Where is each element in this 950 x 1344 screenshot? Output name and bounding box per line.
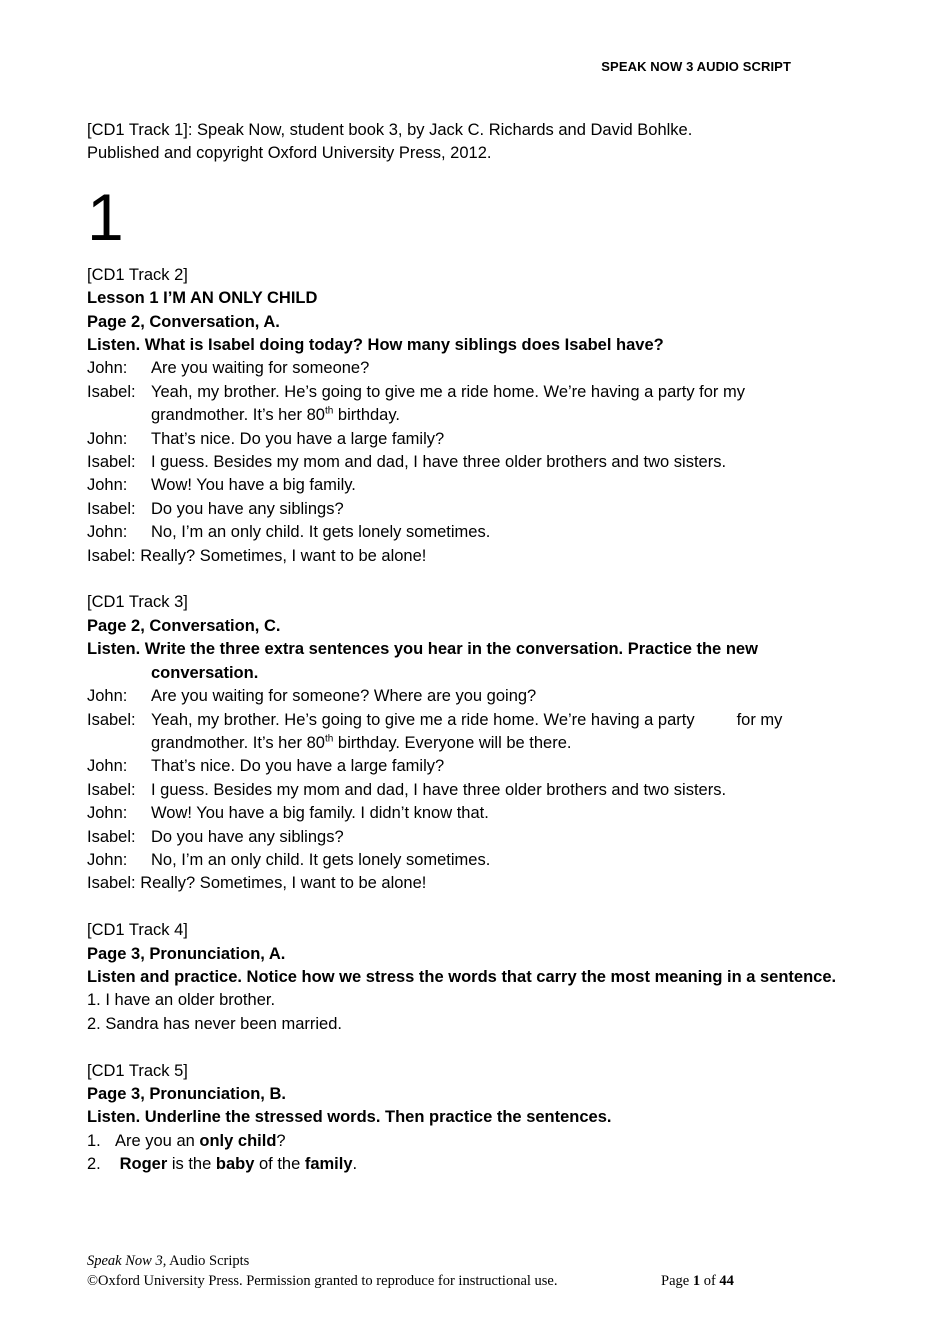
- dialogue-line: [87, 474, 847, 497]
- page-reference: Page 2, Conversation, A.: [87, 312, 280, 331]
- dialogue-text: Yeah, my brother. He’s going to give me a ride home. We’re having a party for my: [151, 710, 783, 729]
- track-label: [CD1 Track 3]: [87, 593, 188, 612]
- speaker: John:: [87, 476, 128, 495]
- speaker: Isabel:: [87, 827, 136, 846]
- instruction: Listen. Underline the stressed words. Then practice the sentences.: [87, 1108, 612, 1127]
- speaker: John:: [87, 429, 128, 448]
- dialogue-line: [87, 381, 847, 404]
- track-4-section: [87, 919, 847, 1036]
- dialogue-text: grandmother. It’s her 80th birthday. Everyone will be there.: [151, 733, 572, 752]
- footer-copyright: ©Oxford University Press. Permission granted to reproduce for instructional use.: [87, 1273, 558, 1289]
- dialogue-line: [87, 732, 847, 755]
- track-3-section: [87, 591, 847, 895]
- speaker: Isabel:: [87, 453, 136, 472]
- speaker: John:: [87, 359, 128, 378]
- dialogue-text: Wow! You have a big family.: [151, 476, 356, 495]
- dialogue-line: [87, 826, 847, 849]
- dialogue-line: [87, 849, 847, 872]
- dialogue-text: No, I’m an only child. It gets lonely sometimes.: [151, 850, 491, 869]
- dialogue-text: Are you waiting for someone? Where are you going?: [151, 687, 537, 706]
- intro-line: [CD1 Track 1]: Speak Now, student book 3, by Jack C. Richards and David Bohlke.: [87, 121, 693, 139]
- dialogue-text: I guess. Besides my mom and dad, I have three older brothers and two sisters.: [151, 453, 727, 472]
- dialogue-line: [87, 357, 847, 380]
- dialogue-text: grandmother. It’s her 80th birthday.: [151, 405, 400, 425]
- track-2-section: [87, 264, 847, 568]
- dialogue-text: Yeah, my brother. He’s going to give me a ride home. We’re having a party for my: [151, 382, 745, 401]
- dialogue-line: [87, 802, 847, 825]
- speaker: Isabel:: [87, 499, 136, 518]
- instruction: Listen. What is Isabel doing today? How many siblings does Isabel have?: [87, 336, 664, 355]
- dialogue-text: No, I’m an only child. It gets lonely sometimes.: [151, 523, 491, 542]
- dialogue-text: I guess. Besides my mom and dad, I have three older brothers and two sisters.: [151, 780, 727, 799]
- speaker: John:: [87, 850, 128, 869]
- dialogue-line: [87, 709, 847, 732]
- intro-block: [87, 119, 847, 166]
- track-label: [CD1 Track 4]: [87, 921, 188, 940]
- dialogue-line: [87, 755, 847, 778]
- page-content: [87, 119, 847, 1200]
- page-reference: Page 2, Conversation, C.: [87, 616, 281, 635]
- speaker: Isabel:: [87, 780, 136, 799]
- lesson-title: Lesson 1 I’M AN ONLY CHILD: [87, 289, 318, 308]
- page-reference: Page 3, Pronunciation, B.: [87, 1084, 286, 1103]
- speaker: Isabel:: [87, 710, 136, 729]
- dialogue-text: Do you have any siblings?: [151, 827, 344, 846]
- instruction: Listen. Write the three extra sentences you hear in the conversation. Practice the new conversation.: [87, 640, 758, 682]
- dialogue-text: That’s nice. Do you have a large family?: [151, 429, 445, 448]
- dialogue-line: [87, 521, 847, 544]
- instruction: Listen and practice. Notice how we stress the words that carry the most meaning in a sentence.: [87, 967, 837, 986]
- dialogue-line: [87, 428, 847, 451]
- speaker: Isabel:: [87, 382, 136, 401]
- dialogue-line: Isabel: Really? Sometimes, I want to be alone!: [87, 874, 427, 893]
- list-item: 1. Are you an only child?: [87, 1131, 286, 1150]
- dialogue-line: [87, 451, 847, 474]
- track-label: [CD1 Track 2]: [87, 265, 188, 284]
- footer-title: Speak Now 3, Audio Scripts: [87, 1253, 250, 1269]
- dialogue-text: Wow! You have a big family. I didn’t know that.: [151, 804, 489, 823]
- speaker: John:: [87, 804, 128, 823]
- dialogue-line: [87, 404, 847, 427]
- dialogue-text: That’s nice. Do you have a large family?: [151, 757, 445, 776]
- speaker: [87, 732, 151, 755]
- speaker: [87, 404, 151, 427]
- list-item: 1. I have an older brother.: [87, 991, 276, 1010]
- list-item: 2. Roger is the baby of the family.: [87, 1155, 358, 1174]
- dialogue-line: Isabel: Really? Sometimes, I want to be alone!: [87, 546, 427, 565]
- speaker: John:: [87, 523, 128, 542]
- speaker: John:: [87, 687, 128, 706]
- page-number: Page 1 of 44: [661, 1273, 734, 1289]
- page-reference: Page 3, Pronunciation, A.: [87, 944, 286, 963]
- unit-number: 1: [87, 179, 124, 254]
- page-footer: [87, 1251, 734, 1291]
- track-5-section: [87, 1060, 847, 1177]
- list-item: 2. Sandra has never been married.: [87, 1014, 342, 1033]
- speaker: John:: [87, 757, 128, 776]
- dialogue-line: [87, 685, 847, 708]
- page-header: SPEAK NOW 3 AUDIO SCRIPT: [601, 59, 791, 74]
- dialogue-text: Do you have any siblings?: [151, 499, 344, 518]
- dialogue-text: Are you waiting for someone?: [151, 359, 370, 378]
- intro-line: Published and copyright Oxford University Press, 2012.: [87, 144, 492, 163]
- dialogue-line: [87, 779, 847, 802]
- track-label: [CD1 Track 5]: [87, 1061, 188, 1080]
- dialogue-line: [87, 498, 847, 521]
